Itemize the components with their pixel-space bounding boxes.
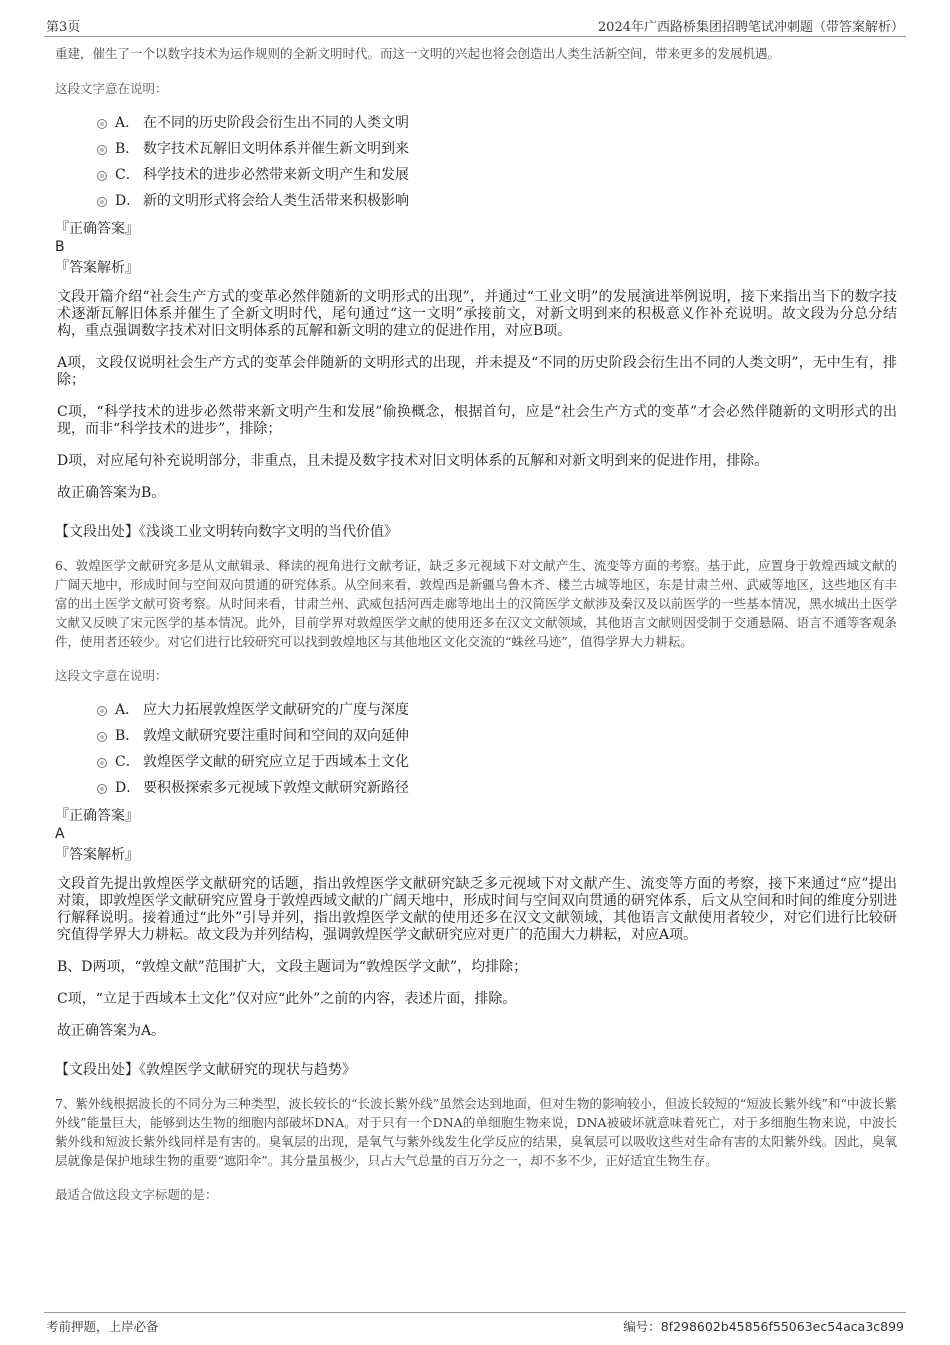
q5-passage-tail: 重建，催生了一个以数字技术为运作规则的全新文明时代。而这一文明的兴起也将会创造出人类生活新空间，带来更多的发展机遇。	[55, 46, 781, 61]
option-text: 新的文明形式将会给人类生活带来积极影响	[143, 193, 409, 209]
radio-icon[interactable]	[97, 758, 107, 768]
q5-option-d[interactable]	[55, 188, 897, 214]
radio-icon[interactable]	[97, 197, 107, 207]
q5-analysis-5: 故正确答案为B。	[57, 485, 166, 501]
q7-prompt: 最适合做这段文字标题的是：	[55, 1187, 218, 1202]
radio-icon[interactable]	[97, 145, 107, 155]
q5-analysis-2: A项，文段仅说明社会生产方式的变革会伴随新的文明形式的出现，并未提及“不同的历史阶段会衍生出不同的人类文明”，无中生有，排除；	[57, 355, 897, 388]
q5-analysis-4: D项，对应尾句补充说明部分，非重点，且未提及数字技术对旧文明体系的瓦解和对新文明到来的促进作用，排除。	[57, 453, 769, 469]
q5-option-a[interactable]	[55, 110, 897, 136]
option-letter: B．	[115, 141, 140, 157]
q6-prompt: 这段文字意在说明：	[55, 668, 168, 683]
q5-source: 【文段出处】《浅谈工业文明转向数字文明的当代价值》	[55, 524, 398, 540]
option-letter: A．	[115, 115, 140, 131]
option-letter: D．	[115, 193, 141, 209]
option-text: 敦煌文献研究要注重时间和空间的双向延伸	[143, 728, 409, 744]
q5-option-c[interactable]	[55, 162, 897, 188]
q6-options	[55, 697, 897, 801]
option-text: 要积极探索多元视域下敦煌文献研究新路径	[143, 780, 409, 796]
q5-option-b[interactable]	[55, 136, 897, 162]
page-number: 第3页	[46, 20, 81, 35]
document-title: 2024年广西路桥集团招聘笔试冲刺题（带答案解析）	[597, 20, 904, 35]
option-letter: A．	[115, 702, 140, 718]
option-text: 数字技术瓦解旧文明体系并催生新文明到来	[143, 141, 409, 157]
q6-answer-label: 『正确答案』	[55, 808, 139, 824]
q6-source: 【文段出处】《敦煌医学文献研究的现状与趋势》	[55, 1062, 356, 1078]
option-text: 在不同的历史阶段会衍生出不同的人类文明	[143, 115, 409, 131]
option-text: 敦煌医学文献的研究应立足于西域本土文化	[143, 754, 409, 770]
option-letter: C．	[115, 167, 140, 183]
radio-icon[interactable]	[97, 732, 107, 742]
option-text: 应大力拓展敦煌医学文献研究的广度与深度	[143, 702, 409, 718]
option-text: 科学技术的进步必然带来新文明产生和发展	[143, 167, 409, 183]
q5-analysis-3: C项，“科学技术的进步必然带来新文明产生和发展”偷换概念，根据首句，应是“社会生产方式的变革”才会必然伴随新的文明形式的出现，而非“科学技术的进步”，排除；	[57, 404, 897, 437]
option-letter: B．	[115, 728, 140, 744]
q5-analysis-1: 文段开篇介绍“社会生产方式的变革必然伴随新的文明形式的出现”，并通过“工业文明”的发展演进举例说明，接下来指出当下的数字技术逐渐瓦解旧体系并催生了全新文明时代，尾句通过“这一文明”承接前文，对新文明到来的积极意义作补充说明。故文段为分总分结构，重点强调数字技术对旧文明体系的瓦解和新文明的建立的促进作用，对应B项。	[57, 289, 897, 339]
radio-icon[interactable]	[97, 171, 107, 181]
q6-option-d[interactable]	[55, 775, 897, 801]
q6-option-c[interactable]	[55, 749, 897, 775]
page-header	[44, 14, 906, 37]
q6-option-a[interactable]	[55, 697, 897, 723]
q6-option-b[interactable]	[55, 723, 897, 749]
q6-answer: A	[55, 826, 65, 842]
q5-options	[55, 110, 897, 214]
option-letter: D．	[115, 780, 141, 796]
radio-icon[interactable]	[97, 784, 107, 794]
q6-analysis-3: C项，“立足于西域本土文化”仅对应“此外”之前的内容，表述片面，排除。	[57, 991, 517, 1007]
q5-analysis-label: 『答案解析』	[55, 260, 139, 276]
page-content	[55, 44, 897, 1203]
radio-icon[interactable]	[97, 119, 107, 129]
option-letter: C．	[115, 754, 140, 770]
page-footer	[44, 1312, 906, 1335]
q6-passage: 6、敦煌医学文献研究多是从文献辑录、释读的视角进行文献考证，缺乏多元视域下对文献产生、流变等方面的考察。基于此，应置身于敦煌西域文献的广阔天地中，形成时间与空间双向贯通的研究体系。从空间来看，敦煌西是新疆乌鲁木齐、楼兰古城等地区，东是甘肃兰州、武威等地区，这些地区有丰富的出土医学文献可资考察。从时间来看，甘肃兰州、武威包括河西走廊等地出土的汉简医学文献涉及秦汉及以前医学的一些基本情况，黑水城出土医学文献又反映了宋元医学的基本情况。此外，目前学界对敦煌医学文献的使用还多在汉文文献领域，其他语言文献则因受制于交通悬隔、语言不通等客观条件，使用者还较少。对它们进行比较研究可以找到敦煌地区与其他地区文化交流的“蛛丝马迹”，值得学界大力耕耘。	[55, 558, 897, 649]
q5-prompt: 这段文字意在说明：	[55, 81, 168, 96]
q7-passage: 7、紫外线根据波长的不同分为三种类型，波长较长的“长波长紫外线”虽然会达到地面，但对生物的影响较小，但波长较短的“短波长紫外线”和“中波长紫外线”能量巨大，能够到达生物的细胞内部破坏DNA。对于只有一个DNA的单细胞生物来说，DNA被破坏就意味着死亡，对于多细胞生物来说，中波长紫外线和短波长紫外线同样是有害的。臭氧层的出现，是氧气与紫外线发生化学反应的结果，臭氧层可以吸收这些对生命有害的太阳紫外线。因此，臭氧层就像是保护地球生物的重要“遮阳伞”。其分量虽极少，只占大气总量的百万分之一，却不多不少，正好适宜生物生存。	[55, 1096, 897, 1168]
footer-slogan: 考前押题，上岸必备	[46, 1319, 159, 1334]
q6-analysis-label: 『答案解析』	[55, 847, 139, 863]
q6-analysis-2: B、D两项，“敦煌文献”范围扩大，文段主题词为“敦煌医学文献”，均排除；	[57, 959, 528, 975]
document-id: 编号：8f298602b45856f55063ec54aca3c899	[623, 1319, 904, 1334]
q6-analysis-4: 故正确答案为A。	[57, 1023, 166, 1039]
q5-answer-label: 『正确答案』	[55, 221, 139, 237]
q6-analysis-1: 文段首先提出敦煌医学文献研究的话题，指出敦煌医学文献研究缺乏多元视域下对文献产生、流变等方面的考察，接下来通过“应”提出对策，即敦煌医学文献研究应置身于敦煌西域文献的广阔天地中，形成时间与空间双向贯通的研究体系，后文从空间和时间的维度分别进行解释说明。接着通过“此外”引导并列，指出敦煌医学文献的使用还多在汉文文献领域，其他语言文献使用者较少，对它们进行比较研究值得学界大力耕耘。故文段为并列结构，强调敦煌医学文献研究应对更广的范围大力耕耘，对应A项。	[57, 876, 897, 943]
q5-answer: B	[55, 239, 65, 255]
radio-icon[interactable]	[97, 706, 107, 716]
